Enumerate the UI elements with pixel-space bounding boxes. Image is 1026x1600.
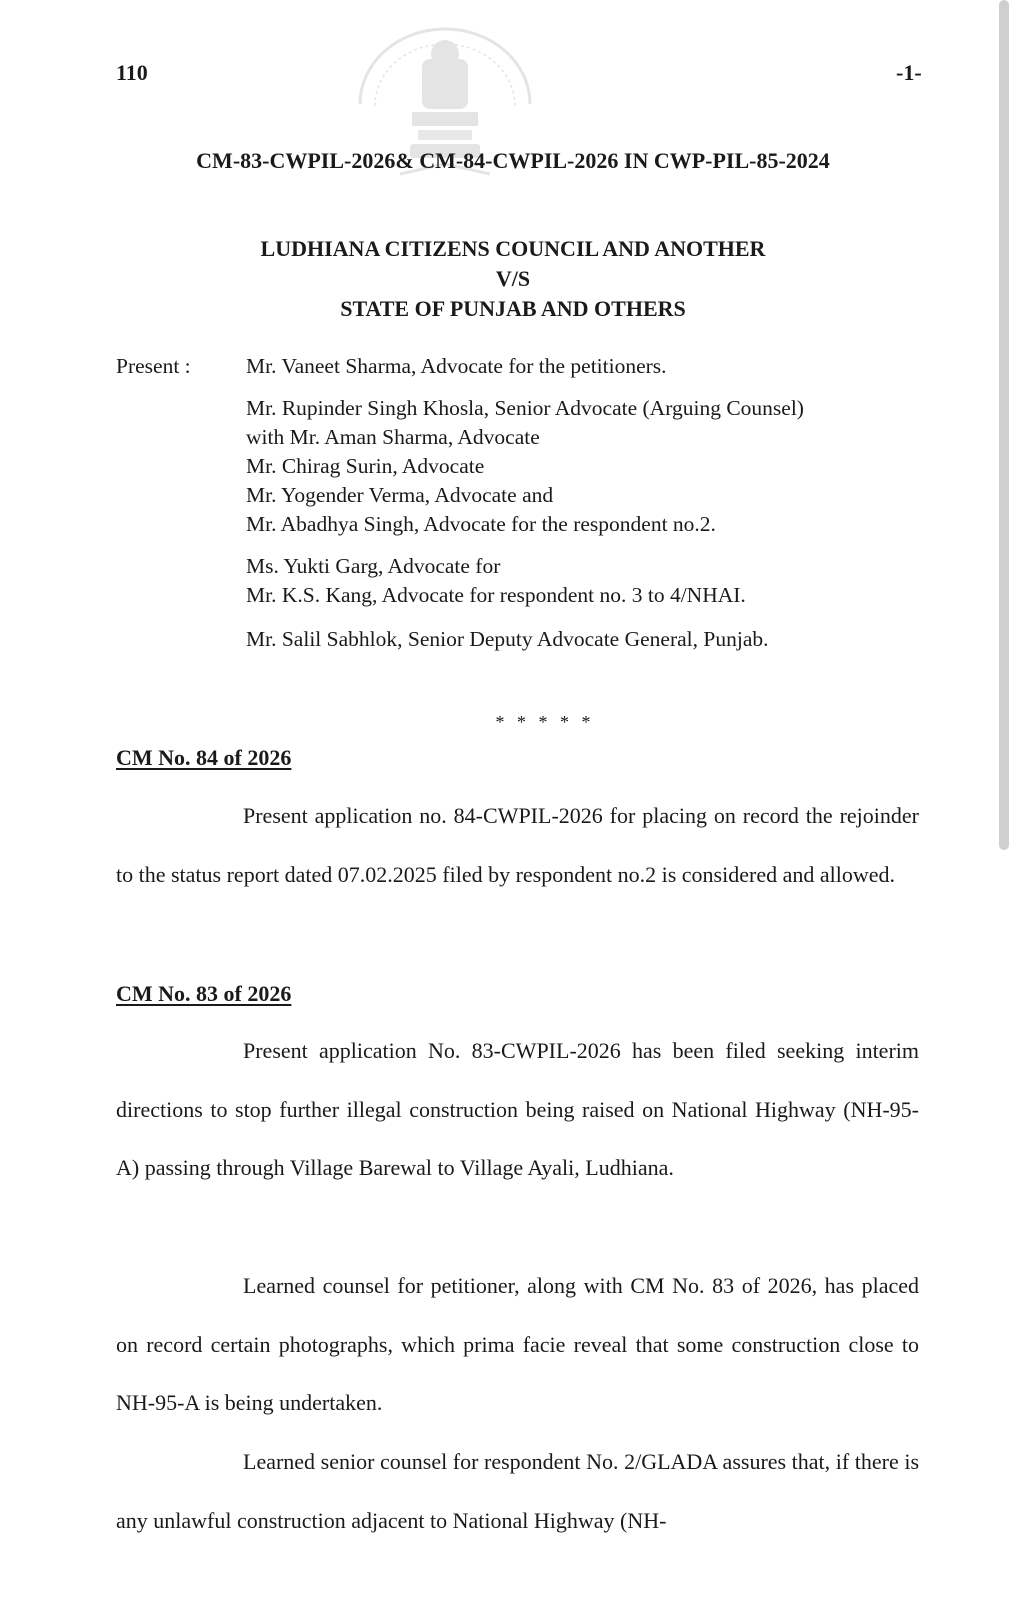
present-label: Present : xyxy=(116,354,191,378)
paragraph-cm-83-assurance: Learned senior counsel for respondent No. 2/GLADA assures that, if there is any unlawful construction adjacent to National Highway (NH- xyxy=(116,1449,919,1533)
respondent-name: STATE OF PUNJAB AND OTHERS xyxy=(340,296,686,321)
case-title: CM-83-CWPIL-2026& CM-84-CWPIL-2026 IN CWP-PIL-85-2024 xyxy=(196,148,830,173)
counsel-line: Mr. Yogender Verma, Advocate and xyxy=(246,483,554,507)
paragraph-cm-83-photographs: Learned counsel for petitioner, along with CM No. 83 of 2026, has placed on record certain photographs, which prima facie reveal that some construction close to NH-95-A is being undertaken. xyxy=(116,1273,919,1416)
counsel-line: Mr. Vaneet Sharma, Advocate for the petitioners. xyxy=(246,354,667,378)
counsel-line: Mr. Chirag Surin, Advocate xyxy=(246,454,485,478)
counsel-line: Mr. Salil Sabhlok, Senior Deputy Advocate General, Punjab. xyxy=(246,627,769,651)
paragraph-cm-84: Present application no. 84-CWPIL-2026 for placing on record the rejoinder to the status report dated 07.02.2025 filed by respondent no.2 is considered and allowed. xyxy=(116,803,919,887)
versus-label: V/S xyxy=(495,266,531,291)
section-heading-cm-83: CM No. 83 of 2026 xyxy=(116,981,292,1006)
counsel-line: Mr. K.S. Kang, Advocate for respondent no. 3 to 4/NHAI. xyxy=(246,583,746,607)
counsel-line: Mr. Rupinder Singh Khosla, Senior Advocate (Arguing Counsel) xyxy=(246,396,804,420)
counsel-line: Ms. Yukti Garg, Advocate for xyxy=(246,554,501,578)
counsel-line: Mr. Abadhya Singh, Advocate for the respondent no.2. xyxy=(246,512,716,536)
petitioner-name: LUDHIANA CITIZENS COUNCIL AND ANOTHER xyxy=(260,236,766,261)
section-heading-cm-84: CM No. 84 of 2026 xyxy=(116,745,292,770)
section-separator: * * * * * xyxy=(495,712,595,732)
paragraph-cm-83-application: Present application No. 83-CWPIL-2026 has been filed seeking interim directions to stop further illegal construction being raised on National Highway (NH-95-A) passing through Village Barewal to Village Ayali, Ludhiana. xyxy=(116,1038,919,1181)
counsel-line: with Mr. Aman Sharma, Advocate xyxy=(246,425,540,449)
sheet-number: -1- xyxy=(896,60,922,85)
page-number: 110 xyxy=(116,60,148,85)
